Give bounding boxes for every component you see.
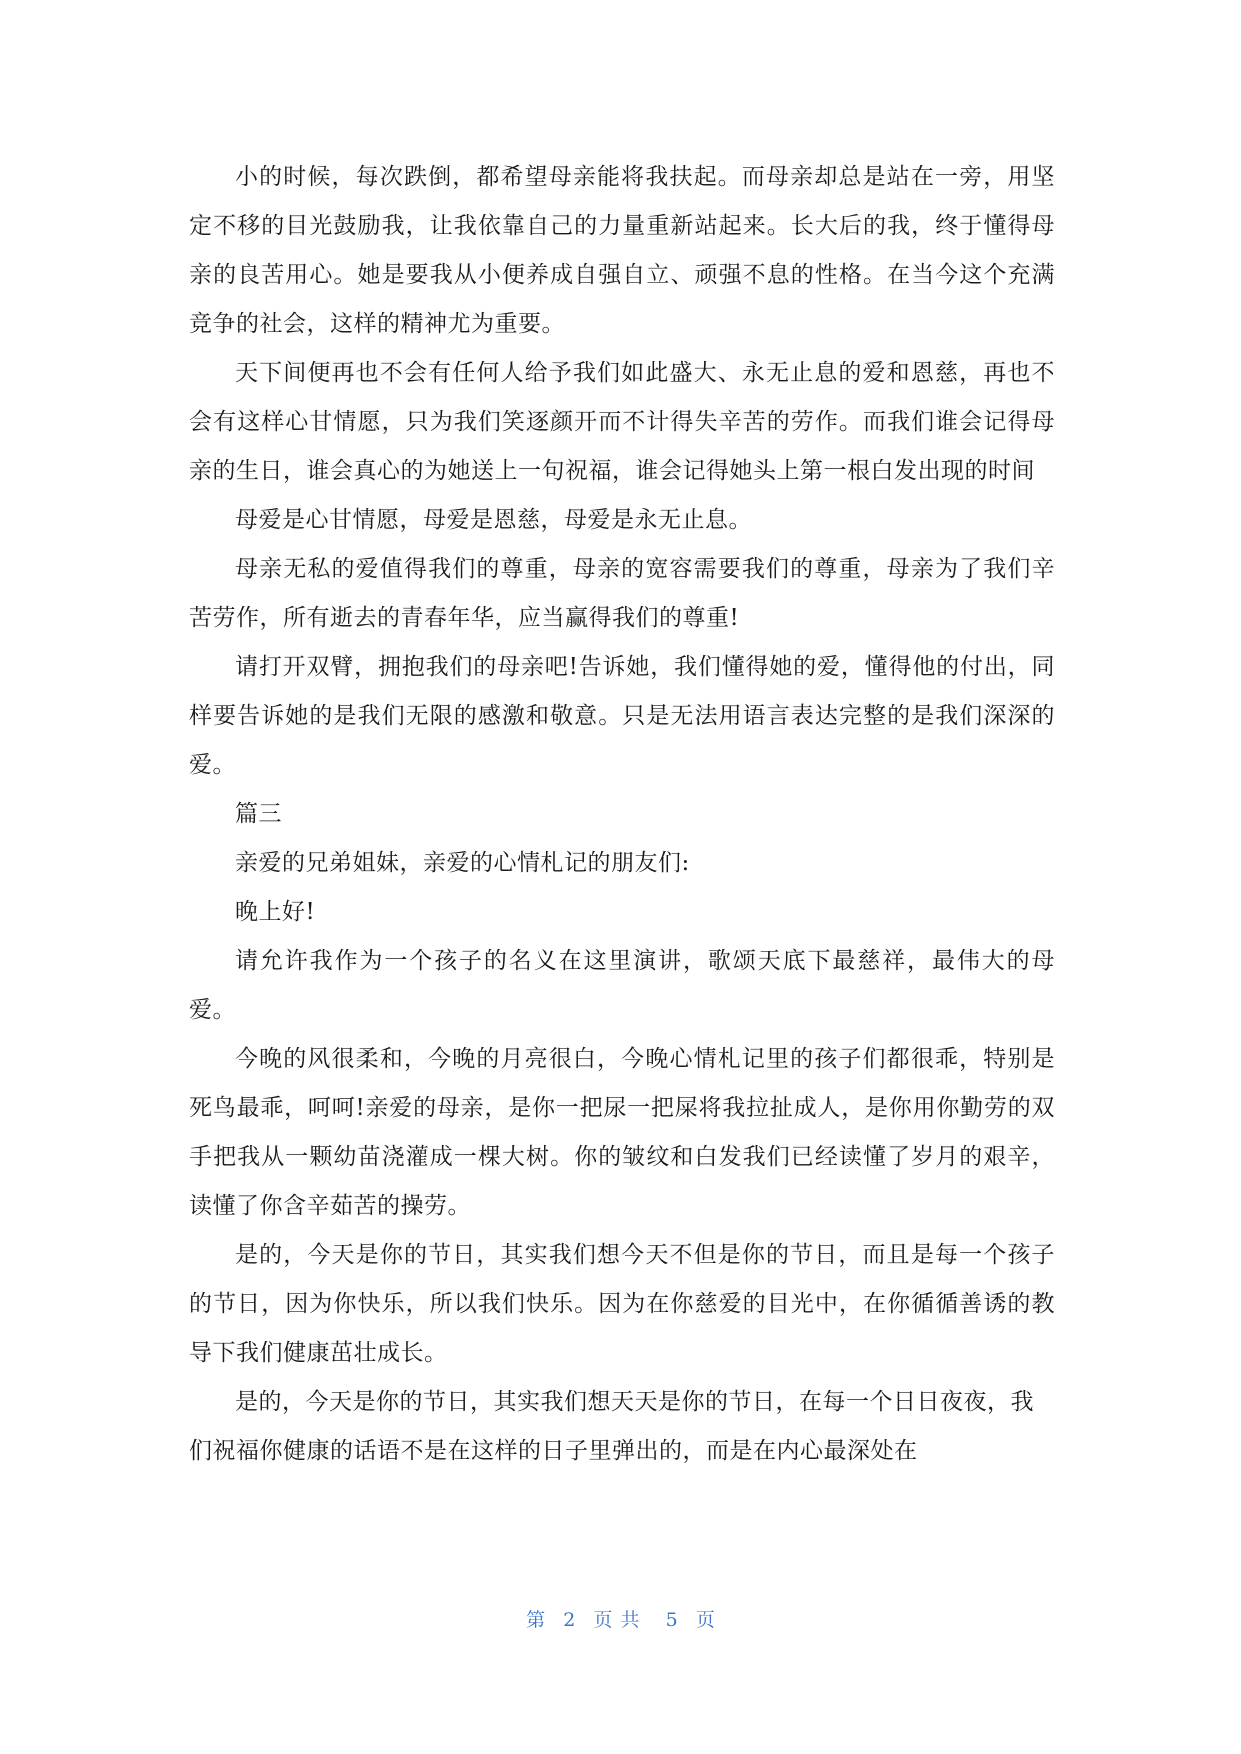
paragraph-10: 今晚的风很柔和，今晚的月亮很白，今晚心情札记里的孩子们都很乖，特别是死鸟最乖，呵呵!亲爱的母亲，是你一把尿一把屎将我拉扯成人，是你用你勤劳的双手把我从一颗幼苗浇灌成一棵大树。你的皱纹和白发我们已经读懂了岁月的艰辛，读懂了你含辛茹苦的操劳。 xyxy=(189,1046,1055,1219)
paragraph-4: 母亲无私的爱值得我们的尊重，母亲的宽容需要我们的尊重，母亲为了我们辛苦劳作，所有逝去的青春年华，应当赢得我们的尊重! xyxy=(189,556,1055,631)
footer-current-page: 2 xyxy=(563,1609,576,1631)
document-body xyxy=(189,153,1055,1476)
salutation: 亲爱的兄弟姐妹，亲爱的心情札记的朋友们: xyxy=(235,850,690,876)
page-footer xyxy=(0,1605,1241,1632)
section-heading-pian-san: 篇三 xyxy=(235,801,282,827)
footer-label-di: 第 xyxy=(526,1609,546,1631)
paragraph-5: 请打开双臂，拥抱我们的母亲吧!告诉她，我们懂得她的爱，懂得他的付出，同样要告诉她的是我们无限的感激和敬意。只是无法用语言表达完整的是我们深深的爱。 xyxy=(189,654,1055,778)
paragraph-1: 小的时候，每次跌倒，都希望母亲能将我扶起。而母亲却总是站在一旁，用坚定不移的目光鼓励我，让我依靠自己的力量重新站起来。长大后的我，终于懂得母亲的良苦用心。她是要我从小便养成自强自立、顽强不息的性格。在当今这个充满竞争的社会，这样的精神尤为重要。 xyxy=(189,164,1055,337)
footer-label-ye: 页 xyxy=(695,1609,715,1631)
paragraph-2: 天下间便再也不会有任何人给予我们如此盛大、永无止息的爱和恩慈，再也不会有这样心甘情愿，只为我们笑逐颜开而不计得失辛苦的劳作。而我们谁会记得母亲的生日，谁会真心的为她送上一句祝福，谁会记得她头上第一根白发出现的时间 xyxy=(189,360,1055,484)
paragraph-12: 是的，今天是你的节日，其实我们想天天是你的节日，在每一个日日夜夜，我们祝福你健康的话语不是在这样的日子里弹出的，而是在内心最深处在 xyxy=(189,1389,1034,1464)
paragraph-3: 母爱是心甘情愿，母爱是恩慈，母爱是永无止息。 xyxy=(235,507,752,533)
footer-label-ye-gong: 页共 xyxy=(593,1609,648,1631)
footer-total-pages: 5 xyxy=(665,1609,678,1631)
paragraph-9: 请允许我作为一个孩子的名义在这里演讲，歌颂天底下最慈祥，最伟大的母爱。 xyxy=(189,948,1055,1023)
paragraph-11: 是的，今天是你的节日，其实我们想今天不但是你的节日，而且是每一个孩子的节日，因为你快乐，所以我们快乐。因为在你慈爱的目光中，在你循循善诱的教导下我们健康茁壮成长。 xyxy=(189,1242,1055,1366)
greeting: 晚上好! xyxy=(235,899,316,925)
